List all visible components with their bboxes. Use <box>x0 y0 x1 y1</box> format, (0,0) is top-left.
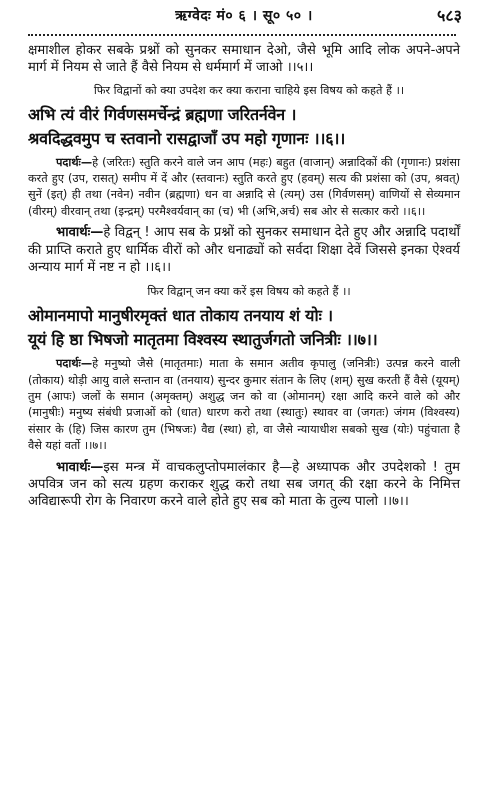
mantra-6-line-2: श्रवदिद्धवमुप च स्तवानो रासद्वाजाँ उप महो गृणानः ।।६।। <box>28 128 346 148</box>
running-title: ऋग्वेदः मं० ६ । सू० ५० । <box>175 8 313 24</box>
paragraph-continued: क्षमाशील होकर सबके प्रश्नों को सुनकर समाधान देओ, जैसे भूमि आदि लोक अपने-अपने मार्ग में नियम से जाते हैं वैसे नियम से धर्ममार्ग में जाओ ।।५।। <box>28 43 460 76</box>
intro-mantra-7: फिर विद्वान् जन क्या करें इस विषय को कहते हैं ।। <box>147 285 351 299</box>
padartha-7-text: हे मनुष्यो जैसे (मातृतमाः) माता के समान अतीव कृपालु (जनित्रीः) उत्पन्न करने वाली (तोकाय) थोड़ी आयु वाले सन्तान वा (तनयाय) सुन्दर कुमार संतान के लिए (शम्) सुख करती हैं वैसे (यूयम्) तुम (आपः) जलों के समान (अमृक्तम्) अशुद्ध जन को वा (ओमानम्) रक्षा आदि करने वाले को और (मानुषीः) मनुष्य संबंधी प्रजाओं को (धात) धारण करो तथा (स्थातुः) स्थावर वा (जगतः) जंगम (विश्वस्य) संसार के (हि) जिस कारण तुम (भिषजः) वैद्य (स्था) हो, वा जैसे न्यायाधीश सबको सुख (योः) पहुंचाता है वैसे यहां वर्तो ।।७।। <box>28 357 460 453</box>
mantra-6 <box>28 103 460 151</box>
bhavartha-label: भावार्थः— <box>56 225 104 241</box>
bhavartha-6 <box>28 224 460 276</box>
bhavartha-7-text: इस मन्त्र में वाचकलुप्तोपमालंकार है—हे अध्यापक और उपदेशको ! तुम अपवित्र जन को सत्य ग्रहण कराकर शुद्ध करो तथा सब जगत् की रक्षा करने के निमित्त अविद्यारूपी रोग के निवारण करने वाले होते हुए सब को माता के तुल्य पालो ।।७।। <box>28 459 460 510</box>
mantra-7-line-2: यूयं हि ष्ठा भिषजो मातृतमा विश्वस्य स्थातुर्जगतो जनित्रीः ।।७।। <box>28 330 378 350</box>
mantra-7 <box>28 304 460 352</box>
page-number: ५८३ <box>437 6 462 25</box>
bhavartha-label: भावार्थः— <box>56 459 104 475</box>
page-body <box>28 42 460 510</box>
page-header <box>26 4 462 30</box>
intro-mantra-6: फिर विद्वानों को क्या उपदेश कर क्या कराना चाहिये इस विषय को कहते हैं ।। <box>93 83 405 97</box>
padartha-7 <box>28 356 460 454</box>
mantra-6-line-1: अभि त्यं वीरं गिर्वणसमर्चेन्द्रं ब्रह्मणा जरितर्नवेन । <box>28 104 297 124</box>
padartha-6 <box>28 155 460 221</box>
header-divider <box>28 34 456 36</box>
padartha-label: पदार्थः— <box>56 155 93 169</box>
bhavartha-7 <box>28 459 460 511</box>
padartha-6-text: हे (जरितः) स्तुति करने वाले जन आप (महः) बहुत (वाजान्) अन्नादिकों की (गृणानः) प्रशंसा करते हुए (उप, रासत्) समीप में दें और (स्तवानः) स्तुति करते हुए (हवम्) सत्य की प्रशंसा को (उप, श्रवत्) सुनें (इत्) ही तथा (नवेन) नवीन (ब्रह्मणा) धन वा अन्नादि से (त्यम्) उस (गिर्वणसम्) वाणियों से सेव्यमान (वीरम्) वीरवान् तथा (इन्द्रम्) परमैश्वर्यवान् का (च) भी (अभि,अर्च) सब ओर से सत्कार करो ।।६।। <box>28 155 460 218</box>
mantra-7-line-1: ओमानमापो मानुषीरमृक्तं धात तोकाय तनयाय शं योः । <box>28 306 333 326</box>
padartha-label: पदार्थः— <box>56 357 93 371</box>
bhavartha-6-text: हे विद्वन् ! आप सब के प्रश्नों को सुनकर समाधान देते हुए और अन्नादि पदार्थों की प्राप्ति कराते हुए धार्मिक वीरों को और धनाढ्यों को सर्वदा शिक्षा देवें जिससे इनका ऐश्वर्य अन्याय मार्ग में नष्ट न हो ।।६।। <box>28 225 460 275</box>
